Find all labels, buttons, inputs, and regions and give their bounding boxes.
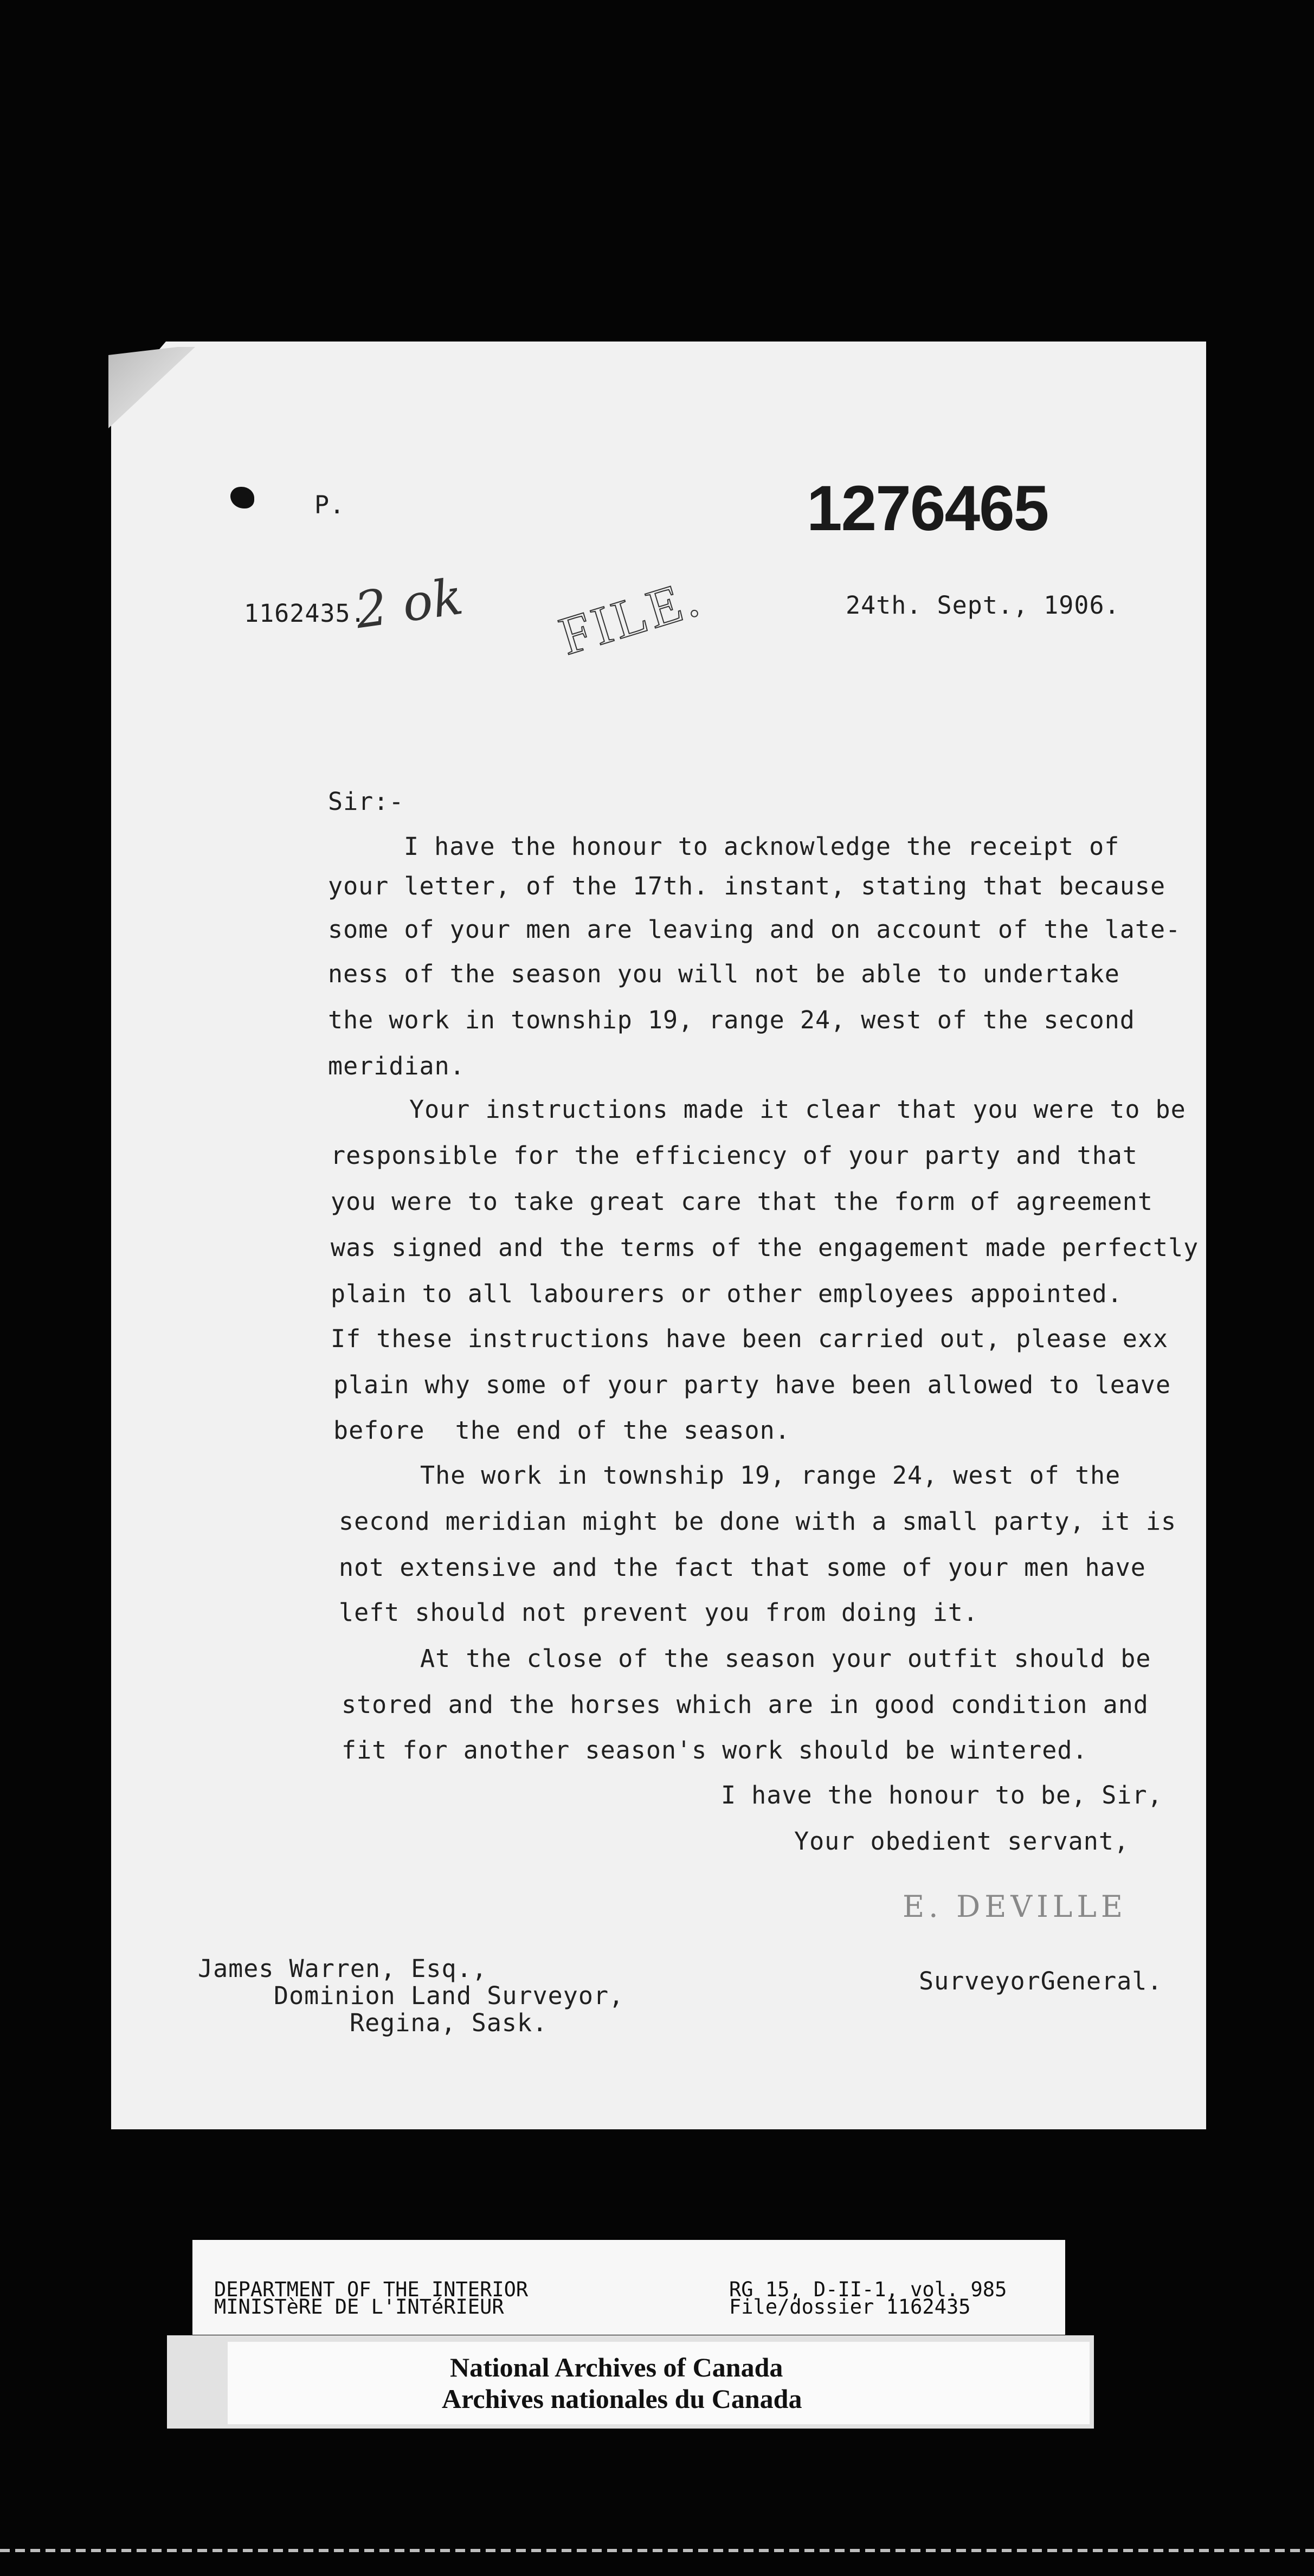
body-line: some of your men are leaving and on account of the late- (328, 915, 1181, 944)
department-english: DEPARTMENT OF THE INTERIOR (214, 2278, 529, 2301)
letter-date: 24th. Sept., 1906. (846, 591, 1120, 620)
body-line: If these instructions have been carried out, please exx (331, 1324, 1169, 1353)
body-line: meridian. (328, 1052, 465, 1080)
body-line: not extensive and the fact that some of your men have (339, 1553, 1146, 1582)
body-line: plain to all labourers or other employees appointed. (331, 1279, 1123, 1308)
body-line: the work in township 19, range 24, west of the second (328, 1006, 1135, 1034)
body-line: I have the honour to acknowledge the receipt of (404, 832, 1120, 861)
closing-line: Your obedient servant, (794, 1827, 1130, 1856)
record-group-reference: RG 15, D-II-1, vol. 985 (729, 2278, 1007, 2301)
body-line: fit for another season's work should be wintered. (342, 1736, 1088, 1764)
file-reference: 1162435. (244, 599, 366, 628)
body-line: At the close of the season your outfit should be (420, 1644, 1151, 1673)
archive-name-english: National Archives of Canada (450, 2352, 783, 2382)
body-line: The work in township 19, range 24, west of the (420, 1461, 1121, 1490)
archive-name-french: Archives nationales du Canada (442, 2384, 802, 2414)
salutation: Sir:- (328, 787, 404, 816)
body-line: you were to take great care that the form of agreement (331, 1187, 1153, 1216)
body-line: stored and the horses which are in good condition and (342, 1690, 1149, 1719)
body-line: before the end of the season. (333, 1416, 790, 1445)
scan-edge-rule (0, 2549, 1314, 2552)
body-line: responsible for the efficiency of your party and that (331, 1141, 1138, 1170)
body-line: was signed and the terms of the engagement made perfectly (331, 1233, 1199, 1262)
addressee-line: Dominion Land Surveyor, (274, 1981, 624, 2010)
body-line: plain why some of your party have been allowed to leave (333, 1370, 1171, 1399)
department-french: MINISTèRE DE L'INTéRIEUR (214, 2295, 504, 2319)
file-stamp: FILE. (552, 566, 708, 667)
archive-banner-inner (228, 2342, 1090, 2424)
addressee-line: Regina, Sask. (350, 2008, 548, 2037)
file-dossier-reference: File/dossier 1162435 (729, 2295, 971, 2319)
body-line: Your instructions made it clear that you were to be (409, 1095, 1186, 1124)
document-number-stamp: 1276465 (807, 473, 1048, 544)
archive-reference-label (192, 2240, 1065, 2335)
signature-stamp: E. DEVILLE (903, 1889, 1128, 1924)
body-line: your letter, of the 17th. instant, stating that because (328, 872, 1166, 900)
body-line: ness of the season you will not be able to undertake (328, 959, 1120, 988)
closing-line: I have the honour to be, Sir, (721, 1781, 1163, 1809)
addressee-line: James Warren, Esq., (198, 1954, 487, 1983)
handwritten-annotation: 2 ok (351, 567, 467, 640)
top-initial: P. (314, 491, 345, 519)
signer-title: SurveyorGeneral. (919, 1967, 1163, 1995)
body-line: second meridian might be done with a small party, it is (339, 1507, 1177, 1536)
body-line: left should not prevent you from doing it. (339, 1598, 978, 1627)
